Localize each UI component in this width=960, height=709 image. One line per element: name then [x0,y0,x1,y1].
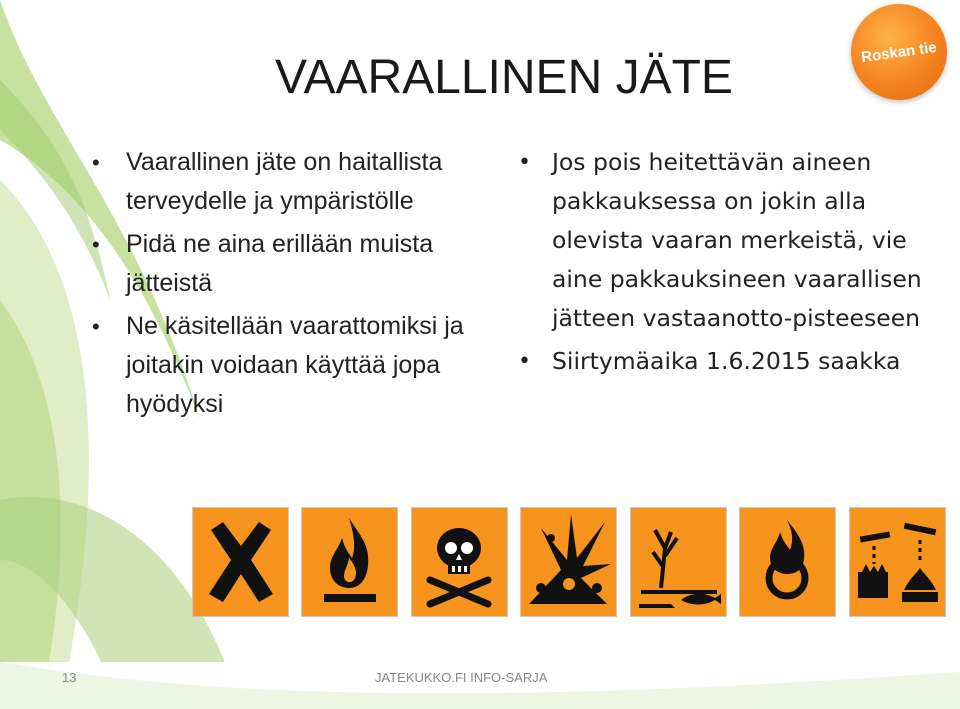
left-bullet-list [92,143,502,428]
roskan-tie-badge [851,4,947,100]
bullet-item: • Jos pois heitettävän aineen pakkauksessa on jokin alla olevista vaaran merkeistä, vie aine pakkauksineen vaarallisen jätteen vastaanotto-pisteeseen [518,143,938,338]
footer-text: JATEKUKKO.FI INFO-SARJA [375,670,548,685]
bullet-item: • Vaarallinen jäte on haitallista terveydelle ja ympäristölle [92,143,502,221]
oxidizing-icon [739,507,836,617]
bullet-item: • Ne käsitellään vaarattomiksi ja joitakin voidaan käyttää jopa hyödyksi [92,307,502,424]
page-number: 13 [62,670,77,685]
environment-hazard-icon [630,507,727,617]
bullet-item: • Pidä ne aina erillään muista jätteistä [92,225,502,303]
right-bullet-list [518,143,938,385]
slide-title: VAARALLINEN JÄTE [275,51,733,104]
harmful-x-icon [192,507,289,617]
hazard-symbol-row [192,507,952,617]
toxic-skull-icon [411,507,508,617]
bullet-item: • Siirtymäaika 1.6.2015 saakka [518,342,938,381]
badge-label: Roskan tie [860,38,938,66]
corrosive-icon [849,507,946,617]
explosive-icon [520,507,617,617]
flammable-flame-icon [301,507,398,617]
